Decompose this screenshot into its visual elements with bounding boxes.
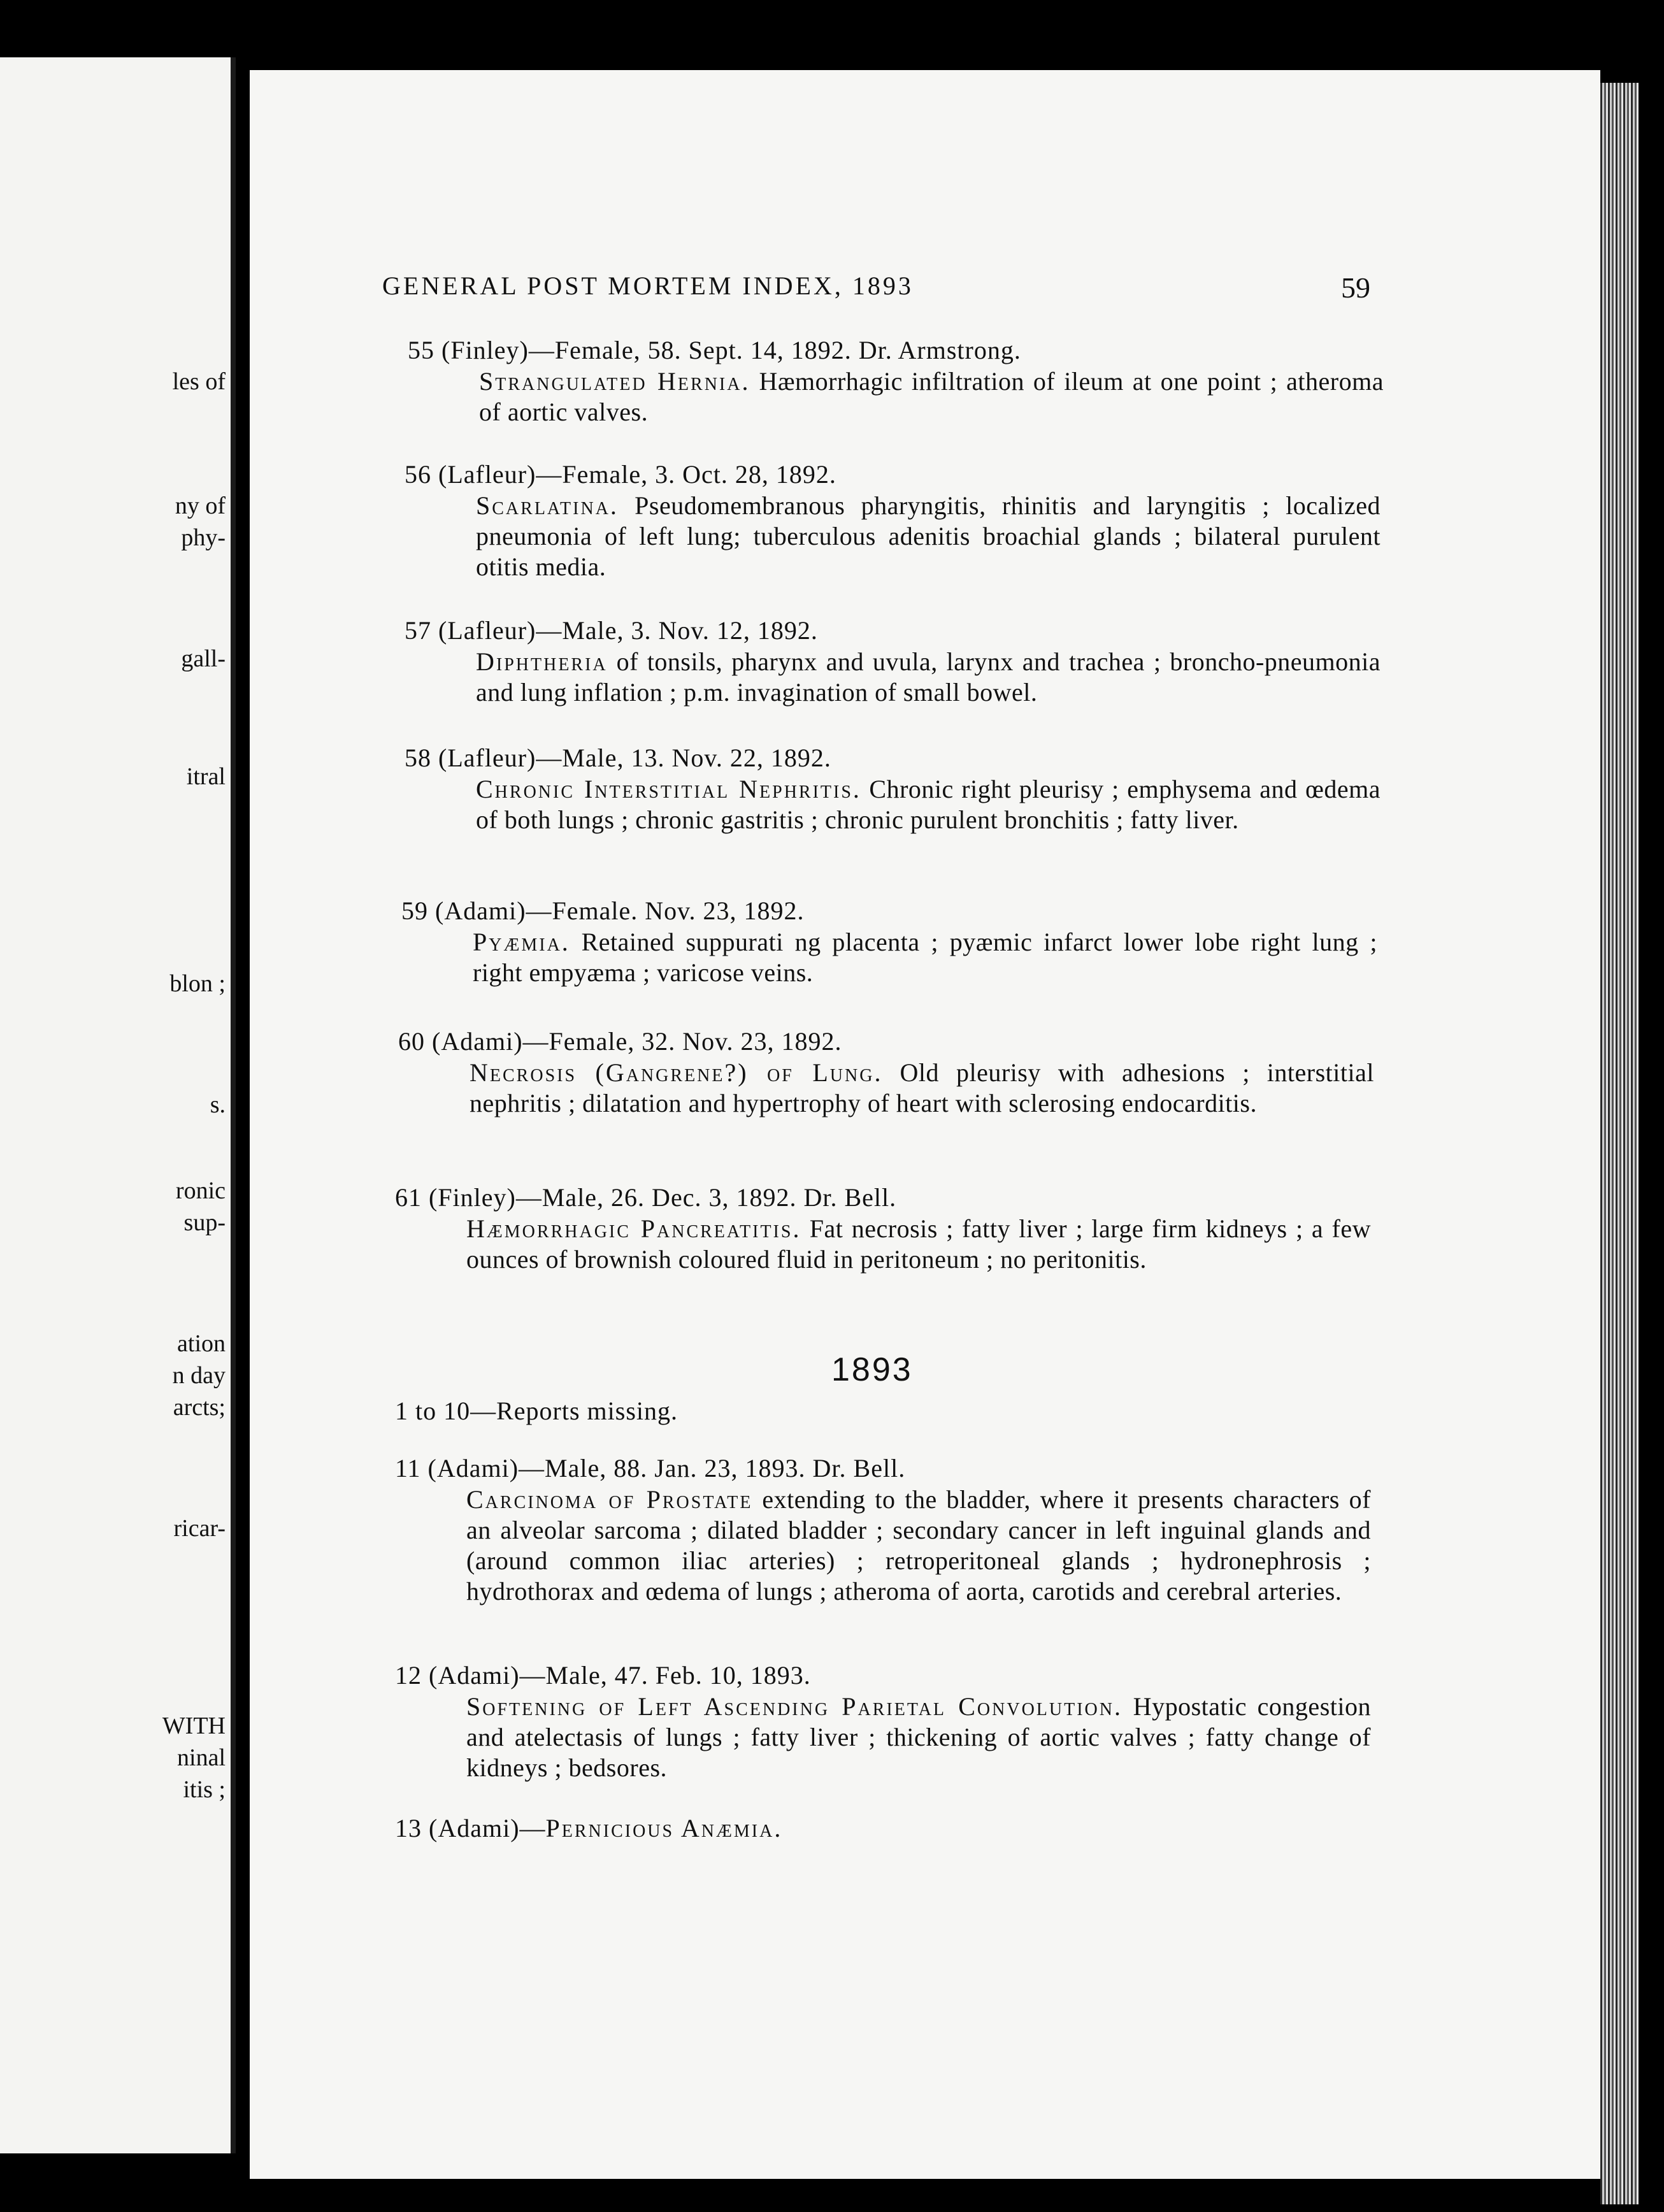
findings-text: Hæmorrhagic infiltration of ileum at one point ; atheroma of aortic valves.	[479, 367, 1384, 426]
index-entry	[395, 1453, 1664, 1607]
entry-body	[466, 1484, 1371, 1607]
findings-text: Chronic right pleurisy ; emphysema and œdema of both lungs ; chronic gastritis ; chronic purulent bronchitis ; fatty liver.	[476, 775, 1381, 834]
findings-text: Retained suppurati ng placenta ; pyæmic infarct lower lobe right lung ; right empyæma ; varicose veins.	[473, 928, 1377, 987]
diagnosis-title: Carcinoma of Prostate	[466, 1485, 753, 1514]
index-entry	[401, 895, 1664, 988]
left-page	[0, 57, 236, 2153]
left-page-fragment: itis ;	[183, 1776, 226, 1803]
book-gutter	[236, 0, 248, 2212]
left-page-fragment: ricar-	[173, 1515, 226, 1542]
entry-head	[405, 615, 1664, 647]
entry-head-text: 56 (Lafleur)—Female, 3. Oct. 28, 1892.	[405, 460, 836, 489]
index-entry	[395, 1182, 1664, 1275]
left-page-fragment: ation	[177, 1330, 226, 1357]
index-entry	[405, 742, 1664, 835]
entry-head-text: 1 to 10—Reports missing.	[395, 1397, 678, 1425]
index-entry	[395, 1660, 1664, 1783]
entry-head	[405, 742, 1664, 774]
entry-body	[476, 774, 1381, 835]
findings-text: Pseudomembranous pharyngitis, rhinitis and laryngitis ; localized pneumonia of left lung; tuberculous adenitis broachial glands ; bilateral purulent otitis media.	[476, 491, 1381, 581]
entry-head	[395, 1660, 1664, 1691]
entry-body	[473, 927, 1377, 988]
entry-body	[466, 1214, 1371, 1275]
findings-text: extending to the bladder, where it presents characters of an alveolar sarcoma ; dilated bladder ; secondary cancer in left inguinal glands and (around common iliac arteries) ; retroperitoneal glands ; hydronephrosis ; hydrothorax and œdema of lungs ; atheroma of aorta, carotids and cerebral arteries.	[466, 1485, 1371, 1605]
left-page-fragment: ninal	[177, 1744, 226, 1771]
entry-head	[398, 1026, 1664, 1058]
entry-head	[395, 1395, 1664, 1427]
entry-body	[470, 1058, 1374, 1119]
diagnosis-title: Necrosis (Gangrene?) of Lung.	[470, 1058, 883, 1087]
diagnosis-title: Diphtheria	[476, 647, 608, 676]
left-page-fragment: ny of	[175, 492, 226, 519]
diagnosis-title: Pernicious Anæmia.	[545, 1814, 783, 1842]
left-page-fragment: les of	[172, 368, 226, 395]
left-page-fragment: itral	[186, 763, 226, 790]
findings-text: Old pleurisy with adhesions ; interstitial nephritis ; dilatation and hypertrophy of heart with sclerosing endocarditis.	[470, 1058, 1374, 1117]
year-heading: 1893	[831, 1351, 913, 1388]
left-page-fragment: n day	[172, 1362, 226, 1389]
entry-head-text: 61 (Finley)—Male, 26. Dec. 3, 1892. Dr. Bell.	[395, 1183, 897, 1212]
left-page-fragment: phy-	[181, 524, 226, 551]
diagnosis-title: Scarlatina.	[476, 491, 619, 520]
entry-head	[395, 1813, 1664, 1844]
entry-head	[408, 334, 1664, 366]
diagnosis-title: Pyæmia.	[473, 928, 570, 956]
left-page-fragment: s.	[210, 1091, 226, 1118]
entry-body	[479, 366, 1384, 427]
diagnosis-title: Chronic Interstitial Nephritis.	[476, 775, 861, 803]
left-page-fragment: WITH	[162, 1713, 226, 1739]
index-entry	[405, 615, 1664, 708]
diagnosis-title: Softening of Left Ascending Parietal Convolution.	[466, 1692, 1122, 1721]
entry-head-text: 13 (Adami)—	[395, 1814, 546, 1842]
left-page-fragment: ronic	[175, 1177, 226, 1204]
left-page-fragment: sup-	[183, 1209, 226, 1236]
findings-text: of tonsils, pharynx and uvula, larynx and trachea ; broncho-pneumonia and lung inflation ; p.m. invagination of small bowel.	[476, 647, 1381, 707]
page-number: 59	[1341, 271, 1370, 304]
left-page-fragment: blon ;	[169, 970, 226, 997]
index-entry	[405, 459, 1664, 582]
entry-head-text: 11 (Adami)—Male, 88. Jan. 23, 1893. Dr. Bell.	[395, 1454, 906, 1483]
entry-body	[466, 1691, 1371, 1783]
index-entry	[408, 334, 1664, 427]
left-page-fragment: gall-	[181, 645, 226, 672]
index-entry	[398, 1026, 1664, 1119]
entry-head-text: 55 (Finley)—Female, 58. Sept. 14, 1892. Dr. Armstrong.	[408, 336, 1021, 364]
entry-head-text: 59 (Adami)—Female. Nov. 23, 1892.	[401, 896, 805, 925]
entry-head	[405, 459, 1664, 491]
entry-body	[476, 491, 1381, 582]
diagnosis-title: Hæmorrhagic Pancreatitis.	[466, 1214, 801, 1243]
entry-head-text: 58 (Lafleur)—Male, 13. Nov. 22, 1892.	[405, 743, 831, 772]
entry-head-text: 12 (Adami)—Male, 47. Feb. 10, 1893.	[395, 1661, 811, 1690]
running-head: GENERAL POST MORTEM INDEX, 1893	[382, 271, 914, 300]
diagnosis-title: Strangulated Hernia.	[479, 367, 750, 396]
index-entry	[395, 1395, 1664, 1427]
entry-head	[395, 1453, 1664, 1484]
left-page-fragment: arcts;	[173, 1394, 226, 1421]
index-entry	[395, 1813, 1664, 1844]
findings-text: Hypostatic congestion and atelectasis of lungs ; fatty liver ; thickening of aortic valves ; fatty change of kidneys ; bedsores.	[466, 1692, 1371, 1782]
entry-head-text: 57 (Lafleur)—Male, 3. Nov. 12, 1892.	[405, 616, 818, 645]
findings-text: Fat necrosis ; fatty liver ; large firm kidneys ; a few ounces of brownish coloured fluid in peritoneum ; no peritonitis.	[466, 1214, 1371, 1274]
entry-head	[401, 895, 1664, 927]
entry-head	[395, 1182, 1664, 1214]
entry-body	[476, 647, 1381, 708]
entry-head-text: 60 (Adami)—Female, 32. Nov. 23, 1892.	[398, 1027, 842, 1056]
